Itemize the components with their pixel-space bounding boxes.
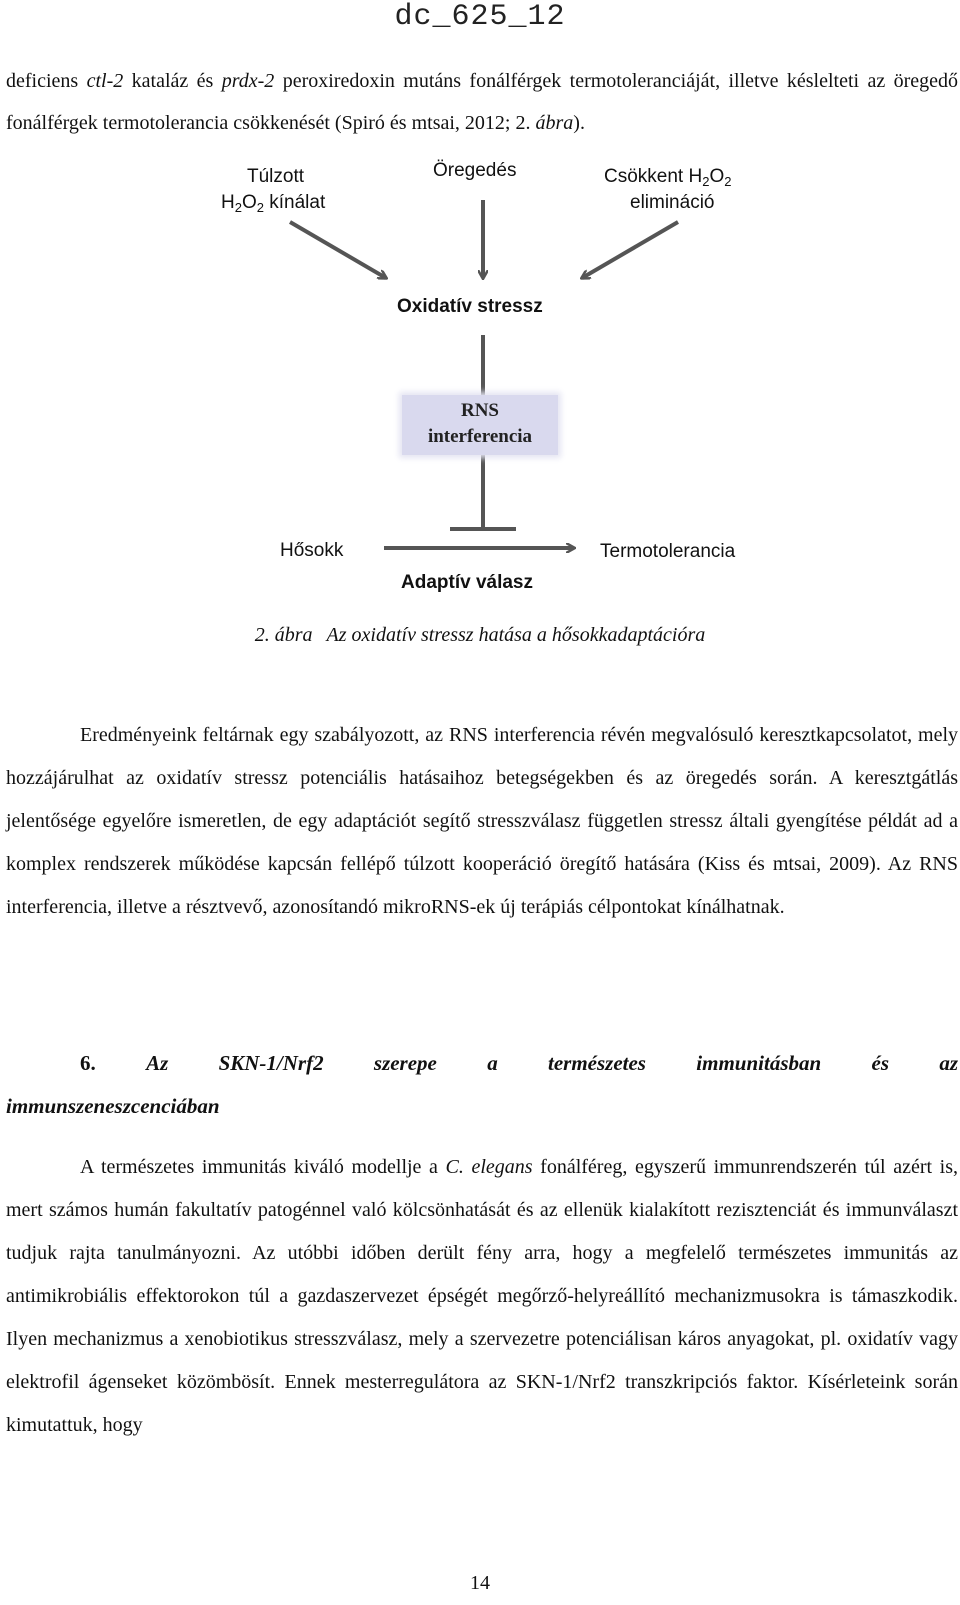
intro-paragraph: deficiens ctl-2 kataláz és prdx-2 peroxiredoxin mutáns fonálférgek termotoleranciáját, illetve késlelteti az öregedő fonálférgek termotolerancia csökkenését (Spiró és mtsai, 2012; 2. ábra). bbox=[6, 70, 959, 134]
caption-number: 2. ábra bbox=[254, 624, 313, 646]
document-id-header: dc_625_12 bbox=[394, 0, 566, 34]
diagram-arrows bbox=[0, 150, 960, 610]
immunity-paragraph: A természetes immunitás kiváló modellje a C. elegans fonálféreg, egyszerű immunrendszerén túl azért is, mert számos humán fakultatív patogénnel való kölcsönhatását és az ellenük kialakított rezisztenciát és immunválaszt tudjuk rajta tanulmányozni. Az utóbbi időben derült fény arra, hogy a megfelelő természetes immunitás az antimikrobiális effektorokon túl a gazdaszervezet épségét megőrző-helyreállító mechanizmusokra is támaszkodik. Ilyen mechanizmus a xenobiotikus stresszválasz, mely a szervezetre potenciálisan káros anyagokat, pl. oxidatív vagy elektrofil ágenseket közömbösít. Ennek mesterregulátora az SKN-1/Nrf2 transzkripciós faktor. Kísérleteink során kimutattuk, hogy bbox=[6, 1156, 959, 1436]
section-heading: 6. Az SKN-1/Nrf2 szerepe a természetes immunitásban és az immunszeneszcenciában bbox=[6, 1042, 958, 1128]
page-number: 14 bbox=[470, 1572, 490, 1594]
label-excess-h2o2-line2: $H_2O_2$ kínálat bbox=[221, 192, 326, 215]
label-reduced-elimination-line1: Csökkent $H_2O_2$ bbox=[604, 166, 732, 189]
label-thermotolerance: Termotolerancia bbox=[600, 541, 736, 562]
section-title-line2: immunszeneszcenciában bbox=[6, 1094, 220, 1118]
arrow-right-to-stress bbox=[582, 222, 678, 278]
figure-caption bbox=[0, 622, 960, 648]
arrow-left-to-stress bbox=[290, 222, 386, 278]
label-adaptive-response: Adaptív válasz bbox=[401, 572, 533, 593]
caption-title: Az oxidatív stressz hatása a hősokkadaptációra bbox=[326, 624, 706, 646]
label-reduced-elimination-line2: elimináció bbox=[630, 192, 715, 213]
label-heat-shock: Hősokk bbox=[280, 540, 344, 561]
rns-label-line1: RNS bbox=[460, 400, 499, 421]
section-number: 6. bbox=[80, 1051, 96, 1075]
figure-oxidative-stress-diagram bbox=[0, 150, 960, 610]
results-paragraph: Eredményeink feltárnak egy szabályozott, az RNS interferencia révén megvalósuló keresztkapcsolatot, mely hozzájárulhat az oxidatív stressz potenciális hatásaihoz betegségekben és az öregedés során. A keresztgátlás jelentősége egyelőre ismeretlen, de egy adaptációt segítő stresszválasz független stressz általi gyengítése példát ad a komplex rendszerek működése kapcsán fellépő túlzott kooperáció öregítő hatására (Kiss és mtsai, 2009). Az RNS interferencia, illetve a résztvevő, azonosítandó mikroRNS-ek új terápiás célpontokat kínálhatnak. bbox=[6, 724, 958, 918]
label-excess-h2o2-line1: Túlzott bbox=[247, 166, 305, 187]
rns-label-line2: interferencia bbox=[427, 426, 533, 447]
label-oxidative-stress: Oxidatív stressz bbox=[397, 296, 543, 317]
rna-interference-box bbox=[402, 395, 558, 455]
label-aging: Öregedés bbox=[433, 160, 517, 181]
